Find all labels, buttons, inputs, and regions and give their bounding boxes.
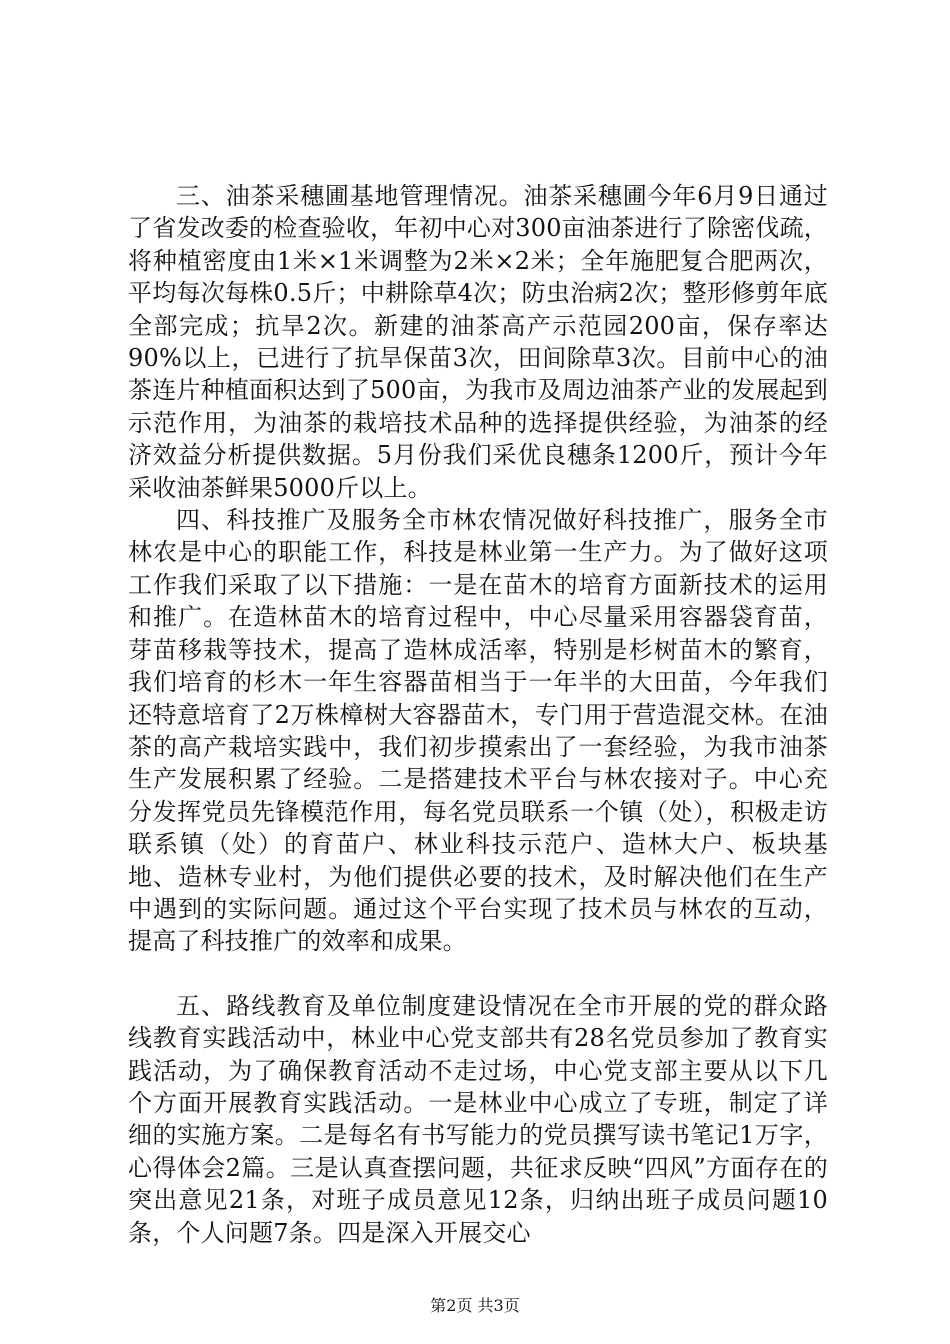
page-footer: 第2页 共3页 — [430, 1296, 520, 1315]
paragraph-oil-tea-orchard: 三、油茶采穗圃基地管理情况。油茶采穗圃今年6月9日通过了省发改委的检查验收，年初中心对300亩油茶进行了除密伐疏，将种植密度由1米×1米调整为2米×2米；全年施肥复合肥两次，平均每次每株0.5斤；中耕除草4次；防虫治病2次；整形修剪年底全部完成；抗旱2次。新建的油茶高产示范园200亩，保存率达90%以上，已进行了抗旱保苗3次，田间除草3次。目前中心的油茶连片种植面积达到了500亩，为我市及周边油茶产业的发展起到示范作用，为油茶的栽培技术品种的选择提供经验，为油茶的经济效益分析提供数据。5月份我们采优良穗条1200斤，预计今年采收油茶鲜果5000斤以上。 — [128, 182, 828, 502]
document-body — [128, 180, 828, 1249]
paragraph-tech-promotion: 四、科技推广及服务全市林农情况做好科技推广，服务全市林农是中心的职能工作，科技是林业第一生产力。为了做好这项工作我们采取了以下措施：一是在苗木的培育方面新技术的运用和推广。在造林苗木的培育过程中，中心尽量采用容器袋育苗，芽苗移栽等技术，提高了造林成活率，特别是杉树苗木的繁育，我们培育的杉木一年生容器苗相当于一年半的大田苗，今年我们还特意培育了2万株樟树大容器苗木，专门用于营造混交林。在油茶的高产栽培实践中，我们初步摸索出了一套经验，为我市油茶生产发展积累了经验。二是搭建技术平台与林农接对子。中心充分发挥党员先锋模范作用，每名党员联系一个镇（处），积极走访联系镇（处）的育苗户、林业科技示范户、造林大户、板块基地、造林专业村，为他们提供必要的技术，及时解决他们在生产中遇到的实际问题。通过这个平台实现了技术员与林农的互动，提高了科技推广的效率和成果。 — [128, 506, 828, 956]
paragraph-education-campaign: 五、路线教育及单位制度建设情况在全市开展的党的群众路线教育实践活动中，林业中心党支部共有28名党员参加了教育实践活动，为了确保教育活动不走过场，中心党支部主要从以下几个方面开展教育实践活动。一是林业中心成立了专班，制定了详细的实施方案。二是每名有书写能力的党员撰写读书笔记1万字，心得体会2篇。三是认真查摆问题，共征求反映“四风”方面存在的突出意见21条，对班子成员意见12条，归纳出班子成员问题10条，个人问题7条。四是深入开展交心 — [128, 991, 828, 1247]
